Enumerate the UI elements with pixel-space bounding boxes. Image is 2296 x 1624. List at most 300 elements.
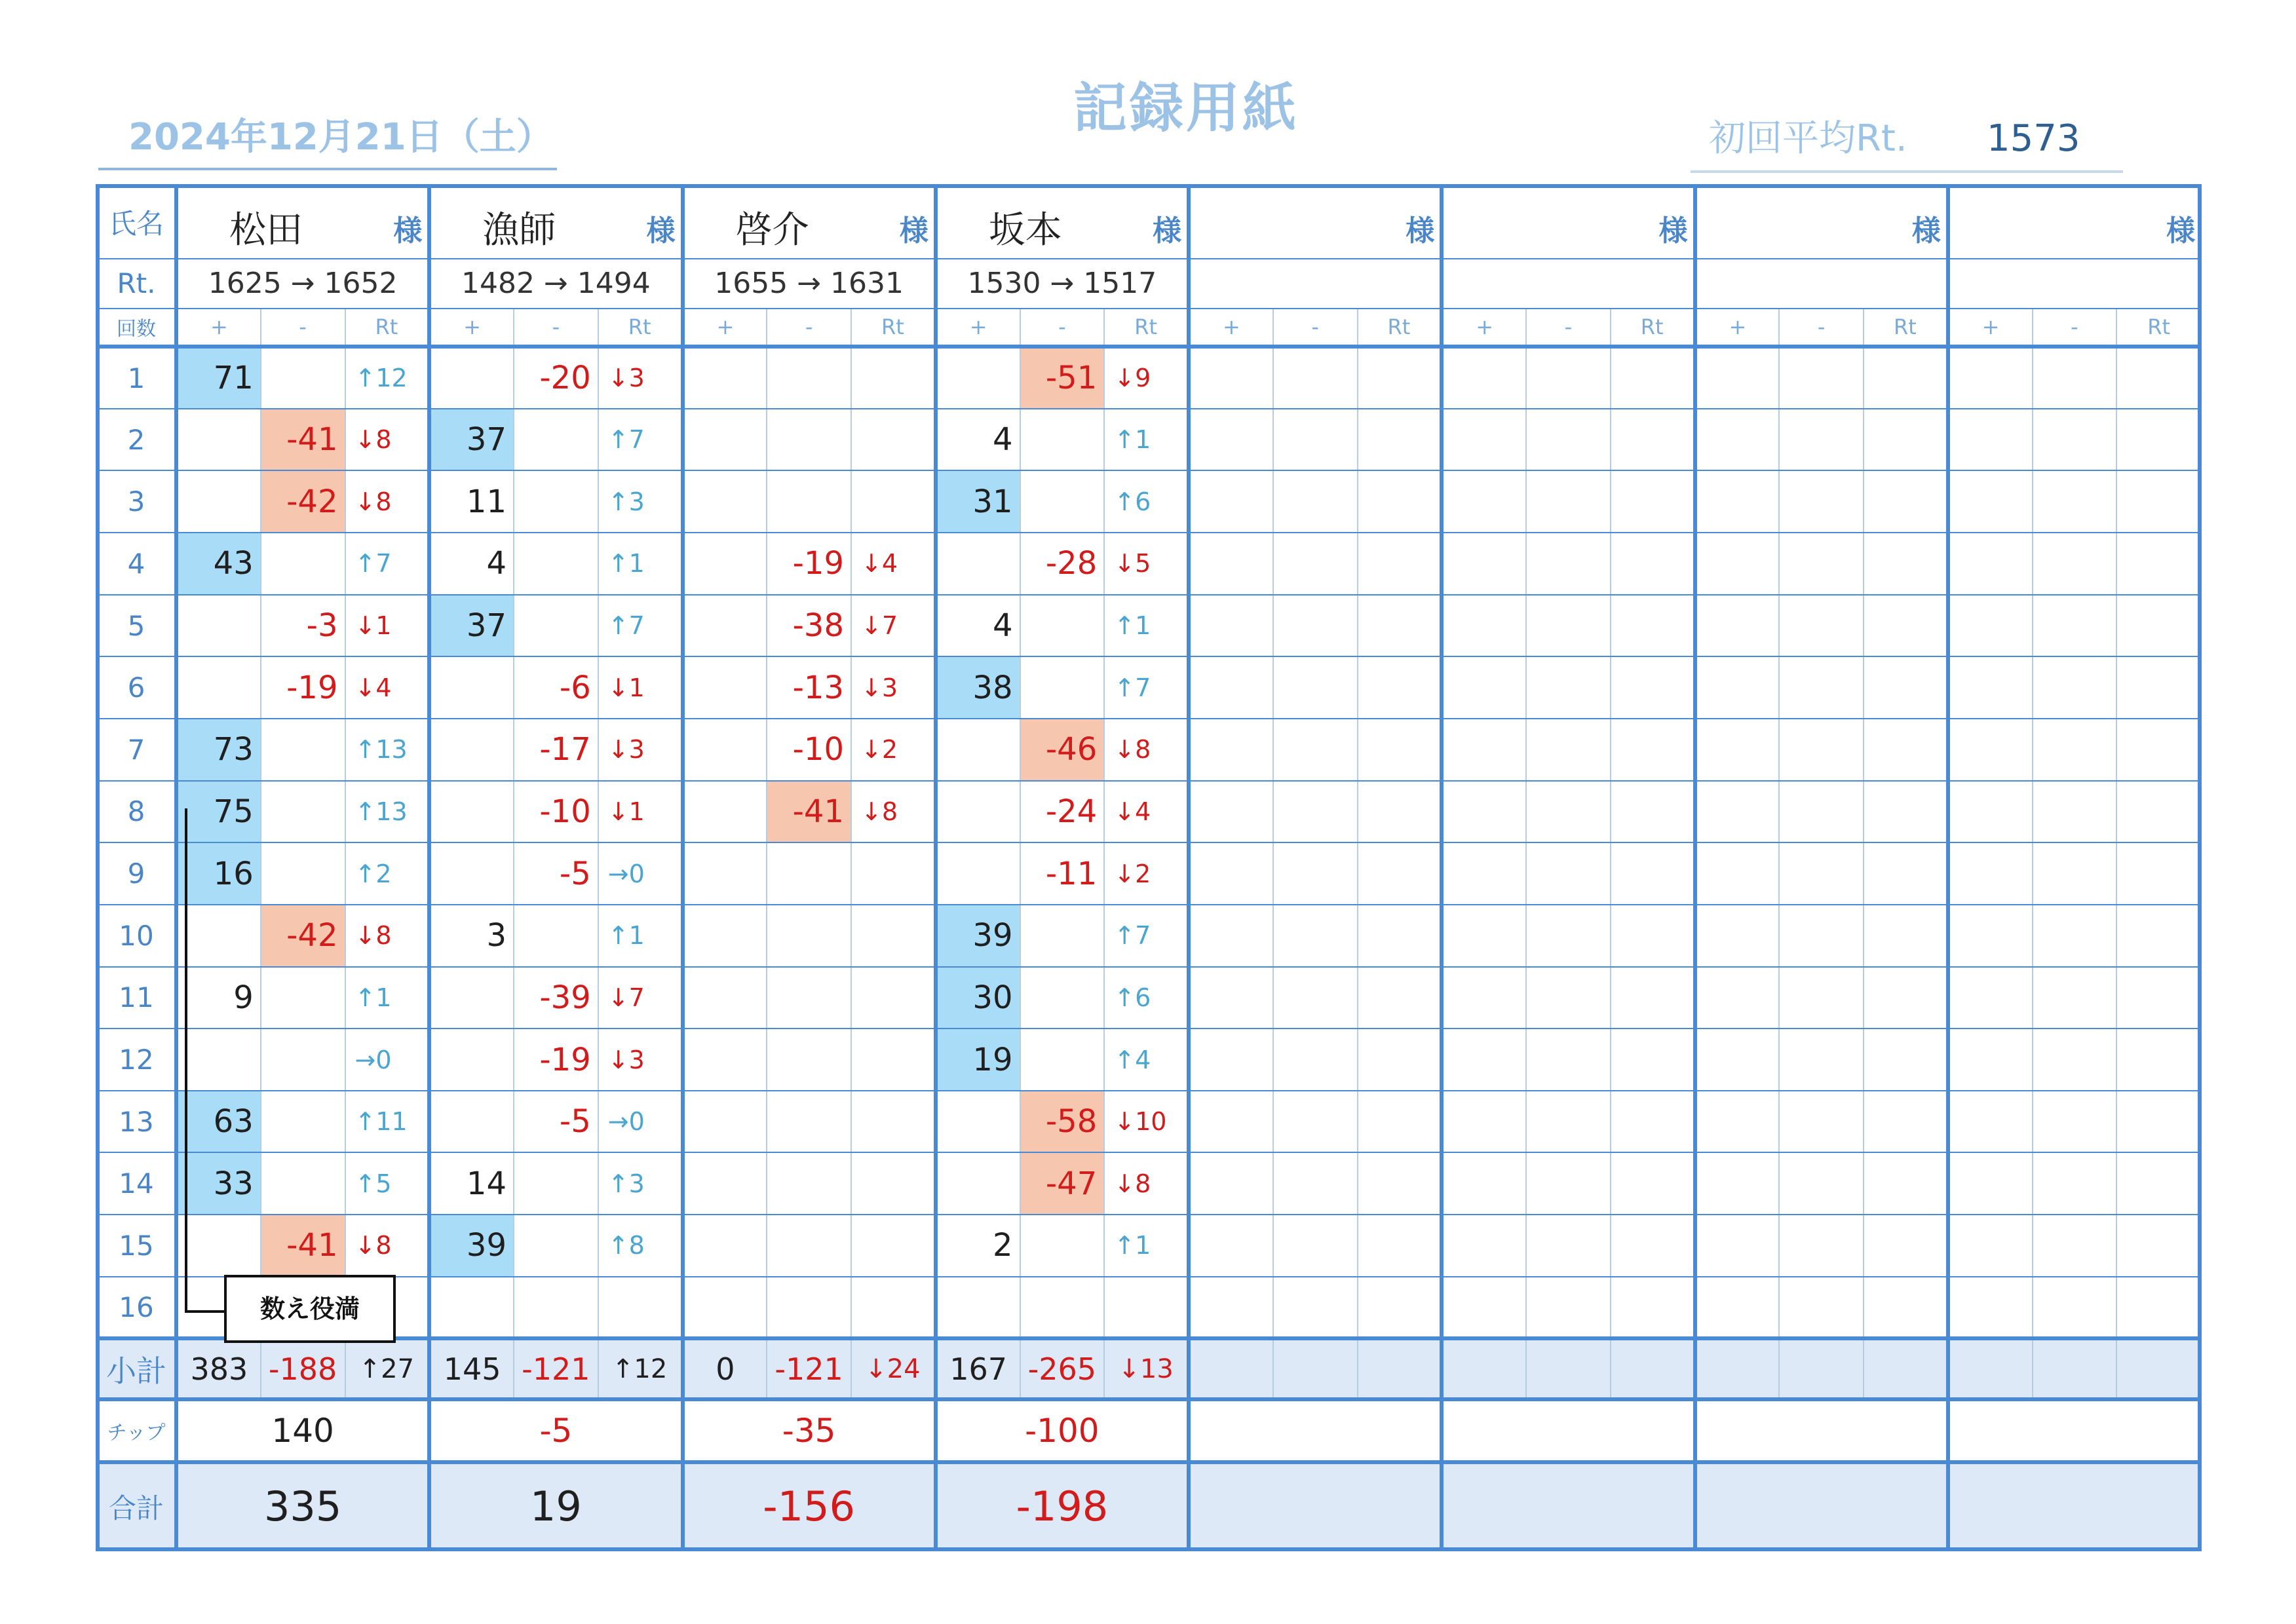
minus-score-cell[interactable] [767,1029,851,1091]
plus-score-cell[interactable] [1189,1152,1273,1215]
plus-score-cell[interactable] [683,842,767,905]
plus-score-cell[interactable] [936,1091,1020,1153]
rating-change-cell[interactable]: ↑1 [598,533,683,595]
rating-change-cell[interactable] [2116,719,2201,781]
plus-score-cell[interactable] [1948,1152,2033,1215]
minus-score-cell[interactable] [1273,967,1358,1029]
minus-score-cell[interactable] [1526,470,1611,533]
rating-change-cell[interactable] [1611,595,1695,657]
rating-change-cell[interactable] [851,967,936,1029]
rating-change-cell[interactable]: ↓8 [1104,719,1189,781]
plus-score-cell[interactable] [1442,595,1526,657]
plus-score-cell[interactable] [683,1029,767,1091]
minus-score-cell[interactable] [767,409,851,471]
minus-score-cell[interactable] [1020,656,1105,719]
minus-score-cell[interactable]: -38 [767,595,851,657]
plus-score-cell[interactable] [1948,533,2033,595]
minus-score-cell[interactable] [1273,656,1358,719]
rating-change-cell[interactable] [2116,1277,2201,1339]
minus-score-cell[interactable] [2033,1215,2117,1277]
rating-change-cell[interactable]: ↓8 [345,470,430,533]
minus-score-cell[interactable]: -17 [514,719,598,781]
minus-score-cell[interactable] [1273,719,1358,781]
chip-cell[interactable] [1442,1399,1694,1462]
minus-score-cell[interactable]: -10 [767,719,851,781]
plus-score-cell[interactable] [1948,1029,2033,1091]
minus-score-cell[interactable]: -10 [514,781,598,843]
plus-score-cell[interactable] [1695,1029,1780,1091]
minus-score-cell[interactable] [261,781,345,843]
plus-score-cell[interactable] [1695,905,1780,967]
rating-change-cell[interactable]: ↑13 [345,781,430,843]
rating-change-cell[interactable] [2116,842,2201,905]
rating-change-cell[interactable] [1864,1215,1948,1277]
plus-score-cell[interactable] [683,470,767,533]
rating-change-cell[interactable]: ↑4 [1104,1029,1189,1091]
plus-score-cell[interactable] [1189,719,1273,781]
rating-change-cell[interactable] [1864,1152,1948,1215]
player-rating-cell[interactable]: 1655 → 1631 [683,259,936,309]
rating-change-cell[interactable]: ↑8 [598,1215,683,1277]
minus-score-cell[interactable] [261,719,345,781]
minus-score-cell[interactable] [1273,781,1358,843]
rating-change-cell[interactable] [2116,595,2201,657]
plus-score-cell[interactable] [176,656,261,719]
rating-change-cell[interactable] [2116,1215,2201,1277]
rating-change-cell[interactable] [1358,409,1442,471]
minus-score-cell[interactable] [767,347,851,409]
minus-score-cell[interactable]: -41 [261,409,345,471]
minus-score-cell[interactable] [2033,781,2117,843]
minus-score-cell[interactable]: -13 [767,656,851,719]
plus-score-cell[interactable] [683,595,767,657]
player-name-cell[interactable] [176,186,429,259]
player-name-cell[interactable] [429,186,682,259]
minus-score-cell[interactable] [767,1152,851,1215]
plus-score-cell[interactable] [1442,967,1526,1029]
rating-change-cell[interactable] [2116,905,2201,967]
minus-score-cell[interactable] [1779,656,1864,719]
minus-score-cell[interactable] [1779,719,1864,781]
minus-score-cell[interactable] [1779,967,1864,1029]
rating-change-cell[interactable] [851,409,936,471]
plus-score-cell[interactable]: 2 [936,1215,1020,1277]
minus-score-cell[interactable] [2033,1091,2117,1153]
rating-change-cell[interactable] [2116,656,2201,719]
rating-change-cell[interactable] [2116,967,2201,1029]
plus-score-cell[interactable]: 37 [429,595,514,657]
plus-score-cell[interactable] [936,1152,1020,1215]
plus-score-cell[interactable] [1695,1277,1780,1339]
minus-score-cell[interactable] [514,1215,598,1277]
minus-score-cell[interactable] [1020,905,1105,967]
minus-score-cell[interactable] [2033,595,2117,657]
minus-score-cell[interactable]: -11 [1020,842,1105,905]
rating-change-cell[interactable]: ↓4 [345,656,430,719]
minus-score-cell[interactable]: -46 [1020,719,1105,781]
plus-score-cell[interactable] [1948,781,2033,843]
chip-cell[interactable] [1189,1399,1442,1462]
minus-score-cell[interactable] [1779,1152,1864,1215]
rating-change-cell[interactable]: ↓8 [345,1215,430,1277]
rating-change-cell[interactable] [1358,1091,1442,1153]
minus-score-cell[interactable] [1020,470,1105,533]
plus-score-cell[interactable]: 43 [176,533,261,595]
minus-score-cell[interactable] [1779,1029,1864,1091]
plus-score-cell[interactable] [683,347,767,409]
rating-change-cell[interactable] [851,842,936,905]
chip-cell[interactable] [1948,1399,2201,1462]
rating-change-cell[interactable] [1611,533,1695,595]
rating-change-cell[interactable] [1358,781,1442,843]
rating-change-cell[interactable] [1358,719,1442,781]
minus-score-cell[interactable] [261,1091,345,1153]
rating-change-cell[interactable]: ↑7 [598,409,683,471]
rating-change-cell[interactable] [2116,409,2201,471]
minus-score-cell[interactable] [767,1215,851,1277]
minus-score-cell[interactable] [1526,1029,1611,1091]
minus-score-cell[interactable] [2033,1029,2117,1091]
rating-change-cell[interactable] [1611,409,1695,471]
plus-score-cell[interactable] [1695,470,1780,533]
rating-change-cell[interactable] [1611,905,1695,967]
plus-score-cell[interactable] [429,1029,514,1091]
rating-change-cell[interactable] [2116,1152,2201,1215]
rating-change-cell[interactable]: ↓4 [851,533,936,595]
plus-score-cell[interactable] [683,1277,767,1339]
rating-change-cell[interactable]: ↓1 [345,595,430,657]
plus-score-cell[interactable]: 73 [176,719,261,781]
rating-change-cell[interactable] [1864,656,1948,719]
minus-score-cell[interactable] [261,842,345,905]
plus-score-cell[interactable] [1695,781,1780,843]
plus-score-cell[interactable]: 14 [429,1152,514,1215]
minus-score-cell[interactable] [1779,781,1864,843]
rating-change-cell[interactable] [851,905,936,967]
minus-score-cell[interactable] [1020,1215,1105,1277]
minus-score-cell[interactable]: -5 [514,842,598,905]
minus-score-cell[interactable] [2033,470,2117,533]
plus-score-cell[interactable] [1189,1029,1273,1091]
rating-change-cell[interactable]: ↓4 [1104,781,1189,843]
chip-cell[interactable]: -5 [429,1399,682,1462]
rating-change-cell[interactable] [2116,347,2201,409]
plus-score-cell[interactable] [683,656,767,719]
plus-score-cell[interactable] [936,842,1020,905]
rating-change-cell[interactable]: ↓3 [598,347,683,409]
minus-score-cell[interactable] [261,533,345,595]
rating-change-cell[interactable]: ↓1 [598,781,683,843]
minus-score-cell[interactable] [1526,656,1611,719]
minus-score-cell[interactable] [1779,842,1864,905]
rating-change-cell[interactable]: ↓8 [345,409,430,471]
rating-change-cell[interactable] [1611,1152,1695,1215]
plus-score-cell[interactable]: 4 [936,409,1020,471]
plus-score-cell[interactable] [1695,595,1780,657]
rating-change-cell[interactable]: ↑1 [1104,595,1189,657]
rating-change-cell[interactable] [1611,1029,1695,1091]
plus-score-cell[interactable] [1442,533,1526,595]
plus-score-cell[interactable]: 3 [429,905,514,967]
rating-change-cell[interactable] [1104,1277,1189,1339]
plus-score-cell[interactable]: 33 [176,1152,261,1215]
rating-change-cell[interactable] [1864,347,1948,409]
plus-score-cell[interactable] [683,409,767,471]
plus-score-cell[interactable] [1695,1215,1780,1277]
rating-change-cell[interactable]: ↑1 [345,967,430,1029]
minus-score-cell[interactable] [261,1029,345,1091]
plus-score-cell[interactable] [1442,781,1526,843]
rating-change-cell[interactable] [1864,409,1948,471]
plus-score-cell[interactable] [1189,533,1273,595]
rating-change-cell[interactable] [1358,1029,1442,1091]
plus-score-cell[interactable] [429,656,514,719]
rating-change-cell[interactable]: ↑11 [345,1091,430,1153]
minus-score-cell[interactable] [1526,1277,1611,1339]
rating-change-cell[interactable] [2116,1091,2201,1153]
rating-change-cell[interactable] [1611,842,1695,905]
plus-score-cell[interactable] [1442,409,1526,471]
rating-change-cell[interactable]: →0 [345,1029,430,1091]
plus-score-cell[interactable] [1948,1215,2033,1277]
minus-score-cell[interactable] [1779,1277,1864,1339]
rating-change-cell[interactable] [1864,719,1948,781]
plus-score-cell[interactable] [1189,842,1273,905]
rating-change-cell[interactable]: ↑2 [345,842,430,905]
plus-score-cell[interactable] [683,967,767,1029]
minus-score-cell[interactable]: -42 [261,470,345,533]
chip-cell[interactable] [1695,1399,1948,1462]
minus-score-cell[interactable] [1526,347,1611,409]
plus-score-cell[interactable] [683,1152,767,1215]
rating-change-cell[interactable] [1358,656,1442,719]
minus-score-cell[interactable] [514,595,598,657]
rating-change-cell[interactable]: ↑1 [1104,409,1189,471]
rating-change-cell[interactable] [1864,842,1948,905]
player-rating-cell[interactable] [1948,259,2201,309]
minus-score-cell[interactable] [1273,595,1358,657]
player-rating-cell[interactable]: 1530 → 1517 [936,259,1189,309]
minus-score-cell[interactable] [1273,1215,1358,1277]
player-name-cell[interactable] [683,186,936,259]
minus-score-cell[interactable]: -41 [261,1215,345,1277]
player-name-cell[interactable] [1189,186,1442,259]
rating-change-cell[interactable] [851,347,936,409]
plus-score-cell[interactable] [683,781,767,843]
plus-score-cell[interactable]: 19 [936,1029,1020,1091]
minus-score-cell[interactable] [1526,905,1611,967]
minus-score-cell[interactable] [1273,533,1358,595]
rating-change-cell[interactable] [1611,1277,1695,1339]
rating-change-cell[interactable] [1358,1215,1442,1277]
rating-change-cell[interactable]: ↓2 [851,719,936,781]
minus-score-cell[interactable]: -3 [261,595,345,657]
plus-score-cell[interactable]: 30 [936,967,1020,1029]
plus-score-cell[interactable] [429,1277,514,1339]
minus-score-cell[interactable] [1273,470,1358,533]
rating-change-cell[interactable]: ↓1 [598,656,683,719]
minus-score-cell[interactable] [2033,1152,2117,1215]
plus-score-cell[interactable] [1442,1091,1526,1153]
rating-change-cell[interactable] [2116,1029,2201,1091]
minus-score-cell[interactable]: -19 [767,533,851,595]
plus-score-cell[interactable]: 4 [429,533,514,595]
minus-score-cell[interactable] [261,347,345,409]
rating-change-cell[interactable]: →0 [598,1091,683,1153]
minus-score-cell[interactable] [1020,595,1105,657]
minus-score-cell[interactable] [1779,1091,1864,1153]
minus-score-cell[interactable]: -39 [514,967,598,1029]
plus-score-cell[interactable] [1189,347,1273,409]
rating-change-cell[interactable] [851,470,936,533]
player-name-cell[interactable] [1442,186,1694,259]
plus-score-cell[interactable] [936,1277,1020,1339]
rating-change-cell[interactable]: ↑3 [598,1152,683,1215]
rating-change-cell[interactable] [1611,719,1695,781]
rating-change-cell[interactable] [1611,470,1695,533]
minus-score-cell[interactable] [1526,1215,1611,1277]
plus-score-cell[interactable]: 37 [429,409,514,471]
player-rating-cell[interactable] [1695,259,1948,309]
plus-score-cell[interactable]: 11 [429,470,514,533]
rating-change-cell[interactable] [851,1215,936,1277]
rating-change-cell[interactable] [851,1152,936,1215]
plus-score-cell[interactable] [1189,905,1273,967]
rating-change-cell[interactable] [851,1277,936,1339]
minus-score-cell[interactable] [514,905,598,967]
minus-score-cell[interactable] [514,1277,598,1339]
plus-score-cell[interactable] [683,533,767,595]
minus-score-cell[interactable]: -28 [1020,533,1105,595]
plus-score-cell[interactable] [1189,781,1273,843]
rating-change-cell[interactable]: ↑7 [1104,905,1189,967]
chip-cell[interactable]: -35 [683,1399,936,1462]
minus-score-cell[interactable] [1273,347,1358,409]
rating-change-cell[interactable] [1358,905,1442,967]
plus-score-cell[interactable] [1948,1091,2033,1153]
minus-score-cell[interactable] [514,1152,598,1215]
rating-change-cell[interactable] [851,1091,936,1153]
plus-score-cell[interactable] [1442,470,1526,533]
rating-change-cell[interactable]: ↑6 [1104,470,1189,533]
plus-score-cell[interactable] [176,595,261,657]
plus-score-cell[interactable] [429,781,514,843]
minus-score-cell[interactable] [1526,967,1611,1029]
plus-score-cell[interactable] [1695,533,1780,595]
rating-change-cell[interactable] [1864,1277,1948,1339]
rating-change-cell[interactable]: ↓7 [851,595,936,657]
rating-change-cell[interactable] [851,1029,936,1091]
plus-score-cell[interactable] [429,347,514,409]
minus-score-cell[interactable]: -24 [1020,781,1105,843]
minus-score-cell[interactable] [767,842,851,905]
rating-change-cell[interactable] [2116,781,2201,843]
minus-score-cell[interactable] [1273,1029,1358,1091]
plus-score-cell[interactable] [1695,1152,1780,1215]
rating-change-cell[interactable] [598,1277,683,1339]
plus-score-cell[interactable] [429,842,514,905]
plus-score-cell[interactable] [683,1091,767,1153]
plus-score-cell[interactable] [1442,1215,1526,1277]
plus-score-cell[interactable] [1442,347,1526,409]
rating-change-cell[interactable] [1358,595,1442,657]
minus-score-cell[interactable] [1273,1091,1358,1153]
rating-change-cell[interactable] [1358,533,1442,595]
avg-rating-field[interactable] [1691,105,2123,173]
plus-score-cell[interactable] [1948,656,2033,719]
rating-change-cell[interactable] [2116,533,2201,595]
minus-score-cell[interactable]: -20 [514,347,598,409]
minus-score-cell[interactable] [767,967,851,1029]
rating-change-cell[interactable]: ↓9 [1104,347,1189,409]
plus-score-cell[interactable]: 31 [936,470,1020,533]
minus-score-cell[interactable] [2033,719,2117,781]
minus-score-cell[interactable] [261,967,345,1029]
plus-score-cell[interactable]: 39 [429,1215,514,1277]
rating-change-cell[interactable] [1611,1091,1695,1153]
minus-score-cell[interactable] [1273,409,1358,471]
rating-change-cell[interactable] [1611,347,1695,409]
rating-change-cell[interactable] [1358,1152,1442,1215]
minus-score-cell[interactable]: -5 [514,1091,598,1153]
plus-score-cell[interactable] [1948,842,2033,905]
plus-score-cell[interactable]: 38 [936,656,1020,719]
plus-score-cell[interactable] [1442,719,1526,781]
minus-score-cell[interactable] [1526,781,1611,843]
minus-score-cell[interactable] [2033,905,2117,967]
plus-score-cell[interactable] [1695,719,1780,781]
rating-change-cell[interactable] [1611,967,1695,1029]
plus-score-cell[interactable] [1948,905,2033,967]
minus-score-cell[interactable] [514,409,598,471]
player-rating-cell[interactable]: 1482 → 1494 [429,259,682,309]
minus-score-cell[interactable] [2033,347,2117,409]
rating-change-cell[interactable]: ↑13 [345,719,430,781]
player-rating-cell[interactable]: 1625 → 1652 [176,259,429,309]
rating-change-cell[interactable]: ↓8 [345,905,430,967]
minus-score-cell[interactable] [1526,719,1611,781]
rating-change-cell[interactable]: ↑12 [345,347,430,409]
player-name-cell[interactable] [1948,186,2201,259]
plus-score-cell[interactable] [1695,967,1780,1029]
plus-score-cell[interactable] [1189,470,1273,533]
plus-score-cell[interactable] [1189,595,1273,657]
plus-score-cell[interactable] [936,781,1020,843]
rating-change-cell[interactable]: ↓7 [598,967,683,1029]
minus-score-cell[interactable] [767,1277,851,1339]
minus-score-cell[interactable]: -19 [261,656,345,719]
minus-score-cell[interactable] [1020,1277,1105,1339]
plus-score-cell[interactable] [176,470,261,533]
minus-score-cell[interactable] [1779,905,1864,967]
avg-rating-value[interactable]: 1573 [1987,117,2080,160]
rating-change-cell[interactable]: ↑7 [345,533,430,595]
minus-score-cell[interactable] [1526,409,1611,471]
rating-change-cell[interactable]: ↑3 [598,470,683,533]
plus-score-cell[interactable] [1948,470,2033,533]
rating-change-cell[interactable]: ↑5 [345,1152,430,1215]
minus-score-cell[interactable] [514,533,598,595]
rating-change-cell[interactable] [1611,656,1695,719]
minus-score-cell[interactable] [767,1091,851,1153]
plus-score-cell[interactable]: 39 [936,905,1020,967]
plus-score-cell[interactable]: 63 [176,1091,261,1153]
rating-change-cell[interactable]: ↓3 [598,1029,683,1091]
rating-change-cell[interactable] [1864,1029,1948,1091]
rating-change-cell[interactable]: ↓8 [851,781,936,843]
plus-score-cell[interactable] [683,719,767,781]
plus-score-cell[interactable] [1948,595,2033,657]
